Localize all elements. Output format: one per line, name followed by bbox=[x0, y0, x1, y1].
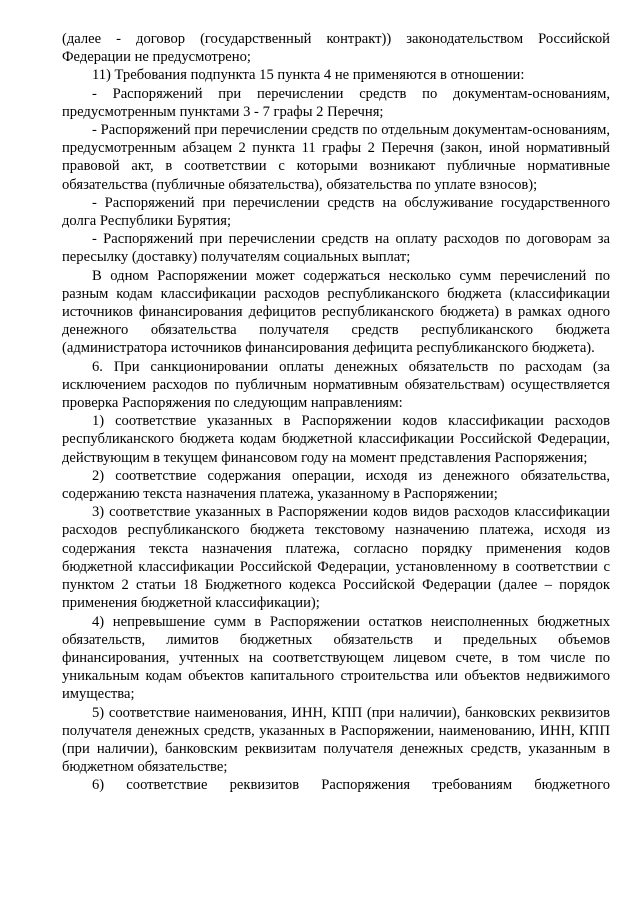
paragraph-item-11: 11) Требования подпункта 15 пункта 4 не применяются в отношении: bbox=[92, 67, 525, 84]
paragraph-continuation: (далее - договор (государственный контракт)) законодательством Российской Федерации не предусмотрено; bbox=[62, 31, 610, 66]
paragraph-check-6: 6) соответствие реквизитов Распоряжения требованиям бюджетного bbox=[92, 777, 610, 794]
paragraph-bullet-3: - Распоряжений при перечислении средств на обслуживание государственного долга Республики Бурятия; bbox=[62, 194, 610, 230]
paragraph-check-2: 2) соответствие содержания операции, исходя из денежного обязательства, содержанию текста назначения платежа, указанному в Распоряжении; bbox=[62, 467, 610, 503]
paragraph-bullet-1: - Распоряжений при перечислении средств по документам-основаниям, предусмотренным пунктами 3 - 7 графы 2 Перечня; bbox=[62, 85, 610, 120]
paragraph-check-3: 3) соответствие указанных в Распоряжении кодов видов расходов классификации расходов республиканского бюджета текстовому назначению платежа, исходя из содержания текста назначения платежа, согласно порядку применения кодов бюджетной классификации Российской Федерации, установленному в соответствии с пунктом 2 статьи 18 Бюджетного кодекса Российской Федерации (далее – порядок применения бюджетной классификации); bbox=[62, 504, 610, 612]
paragraph-check-4: 4) непревышение сумм в Распоряжении остатков неисполненных бюджетных обязательств, лимитов бюджетных обязательств и предельных объемов финансирования, учтенных на соответствующем лицевом счете, в том числе по уникальным кодам объектов капитального строительства или объектов недвижимого имущества; bbox=[62, 613, 610, 703]
paragraph-one-order: В одном Распоряжении может содержаться несколько сумм перечислений по разным кодам классификации расходов республиканского бюджета (классификации источников финансирования дефицитов республиканского бюджета) в рамках одного денежного обязательства получателя средств республиканского бюджета (администратора источников финансирования дефицита республиканского бюджета). bbox=[62, 267, 610, 357]
paragraph-section-6: 6. При санкционировании оплаты денежных обязательств по расходам (за исключением расходов по публичным нормативным обязательствам) осуществляется проверка Распоряжения по следующим направлениям: bbox=[62, 358, 610, 412]
paragraph-bullet-4: - Распоряжений при перечислении средств на оплату расходов по договорам за пересылку (доставку) получателям социальных выплат; bbox=[62, 231, 610, 266]
paragraph-bullet-2: - Распоряжений при перечислении средств по отдельным документам-основаниям, предусмотренным абзацем 2 пункта 11 графы 2 Перечня (закон, иной нормативный правовой акт, в соответствии с которыми возникают публичные нормативные обязательства (публичные обязательства), обязательства по уплате взносов); bbox=[62, 122, 610, 193]
paragraph-check-1: 1) соответствие указанных в Распоряжении кодов классификации расходов республиканского бюджета кодам бюджетной классификации Российской Федерации, действующим в текущем финансовом году на момент представления Распоряжения; bbox=[62, 413, 610, 466]
document-page bbox=[62, 30, 610, 795]
paragraph-check-5: 5) соответствие наименования, ИНН, КПП (при наличии), банковских реквизитов получателя денежных средств, указанных в Распоряжении, наименованию, ИНН, КПП (при наличии), банковским реквизитам получателя денежных средств, указанным в бюджетном обязательстве; bbox=[62, 704, 610, 776]
